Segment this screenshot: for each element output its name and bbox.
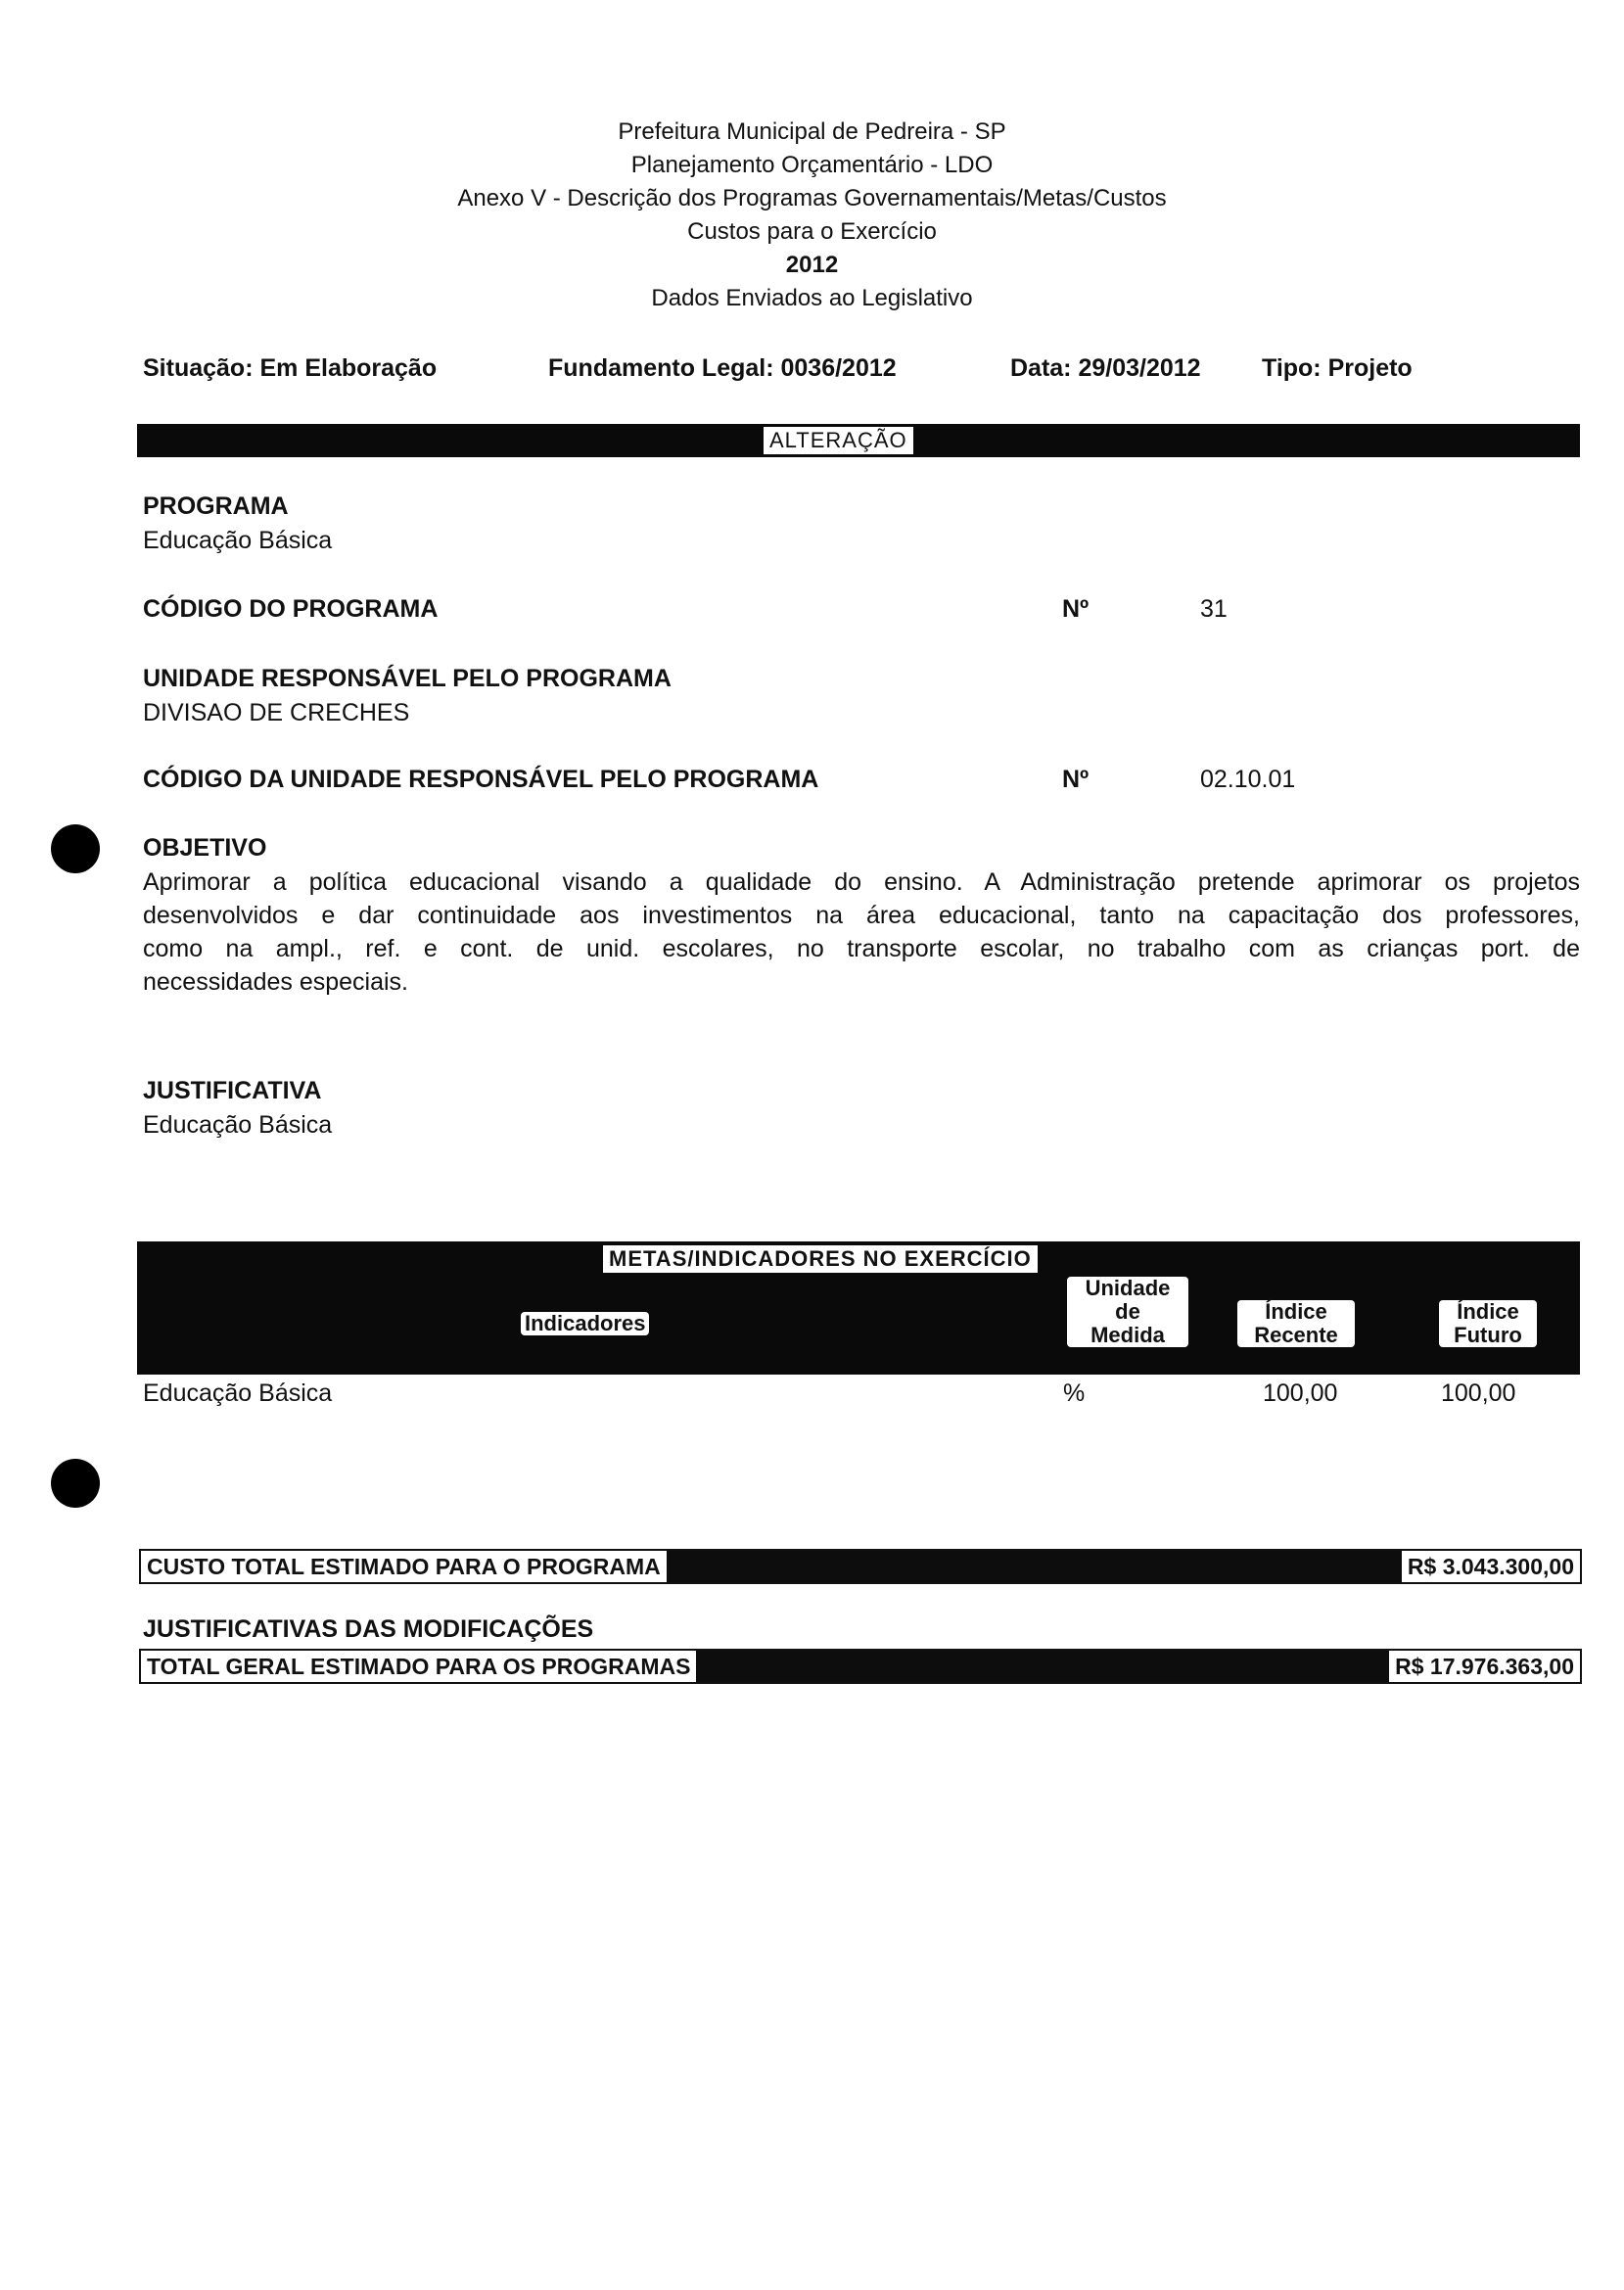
objetivo-text [143, 865, 1580, 999]
header-line-planning: Planejamento Orçamentário - LDO [630, 152, 994, 178]
unidade-label: UNIDADE RESPONSÁVEL PELO PROGRAMA [143, 665, 672, 692]
programa-label: PROGRAMA [143, 492, 289, 520]
objetivo-line-4: necessidades especiais. [143, 968, 408, 996]
total-geral-label: TOTAL GERAL ESTIMADO PARA OS PROGRAMAS [141, 1651, 696, 1682]
header-line-annex: Anexo V - Descrição dos Programas Governamentais/Metas/Custos [457, 185, 1167, 211]
col-unidade-line-2: de [1115, 1299, 1140, 1324]
header-year: 2012 [785, 252, 839, 278]
row-indicador: Educação Básica [143, 1379, 333, 1407]
objetivo-label: OBJETIVO [143, 834, 267, 862]
punch-hole-bottom [51, 1459, 100, 1508]
col-unidade-line-3: Medida [1090, 1323, 1165, 1347]
custo-total-bar [139, 1549, 1582, 1584]
codigo-unidade-n: Nº [1062, 766, 1090, 793]
codigo-programa-value: 31 [1200, 595, 1228, 623]
custo-total-label: CUSTO TOTAL ESTIMADO PARA O PROGRAMA [141, 1551, 667, 1582]
objetivo-line-1: Aprimorar a política educacional visando a qualidade do ensino. A Administração pretende aprimorar os projetos [143, 868, 1580, 896]
alteracao-title: ALTERAÇÃO [764, 427, 913, 454]
objetivo-line-3: como na ampl., ref. e cont. de unid. escolares, no transporte escolar, no trabalho com as crianças port. de [143, 935, 1580, 962]
header-line-costs: Custos para o Exercício [687, 218, 937, 245]
header-line-legislative: Dados Enviados ao Legislativo [651, 285, 973, 311]
col-recente-line-2: Recente [1254, 1323, 1338, 1347]
total-geral-value: R$ 17.976.363,00 [1389, 1651, 1580, 1682]
col-indicadores: Indicadores [521, 1312, 649, 1335]
meta-fundamento: Fundamento Legal: 0036/2012 [548, 354, 897, 382]
meta-situacao: Situação: Em Elaboração [143, 354, 438, 382]
col-indice-recente [1237, 1300, 1355, 1347]
objetivo-line-2: desenvolvidos e dar continuidade aos investimentos na área educacional, tanto na capacitação dos professores, [143, 902, 1580, 929]
codigo-unidade-label: CÓDIGO DA UNIDADE RESPONSÁVEL PELO PROGRAMA [143, 766, 819, 793]
programa-value: Educação Básica [143, 527, 333, 554]
meta-tipo: Tipo: Projeto [1262, 354, 1413, 382]
col-recente-line-1: Índice [1265, 1299, 1327, 1324]
justificativas-modificacoes-label: JUSTIFICATIVAS DAS MODIFICAÇÕES [143, 1615, 594, 1643]
row-unidade: % [1063, 1379, 1086, 1407]
codigo-programa-label: CÓDIGO DO PROGRAMA [143, 595, 439, 623]
col-futuro-line-2: Futuro [1454, 1323, 1522, 1347]
justificativa-value: Educação Básica [143, 1111, 333, 1139]
row-futuro: 100,00 [1441, 1379, 1516, 1407]
custo-total-value: R$ 3.043.300,00 [1402, 1551, 1580, 1582]
col-futuro-line-1: Índice [1457, 1299, 1519, 1324]
meta-data: Data: 29/03/2012 [1010, 354, 1201, 382]
unidade-value: DIVISAO DE CRECHES [143, 699, 410, 726]
punch-hole-top [51, 824, 100, 873]
metas-header-block [137, 1241, 1580, 1375]
justificativa-label: JUSTIFICATIVA [143, 1077, 322, 1104]
alteracao-bar [137, 424, 1580, 457]
col-unidade-medida [1067, 1277, 1188, 1347]
metas-title: METAS/INDICADORES NO EXERCÍCIO [603, 1245, 1038, 1273]
document-header [0, 116, 1624, 315]
codigo-unidade-value: 02.10.01 [1200, 766, 1296, 793]
total-geral-bar [139, 1649, 1582, 1684]
col-unidade-line-1: Unidade [1085, 1276, 1171, 1300]
codigo-programa-n: Nº [1062, 595, 1090, 623]
header-line-municipality: Prefeitura Municipal de Pedreira - SP [618, 118, 1006, 145]
row-recente: 100,00 [1263, 1379, 1338, 1407]
col-indice-futuro [1439, 1300, 1537, 1347]
